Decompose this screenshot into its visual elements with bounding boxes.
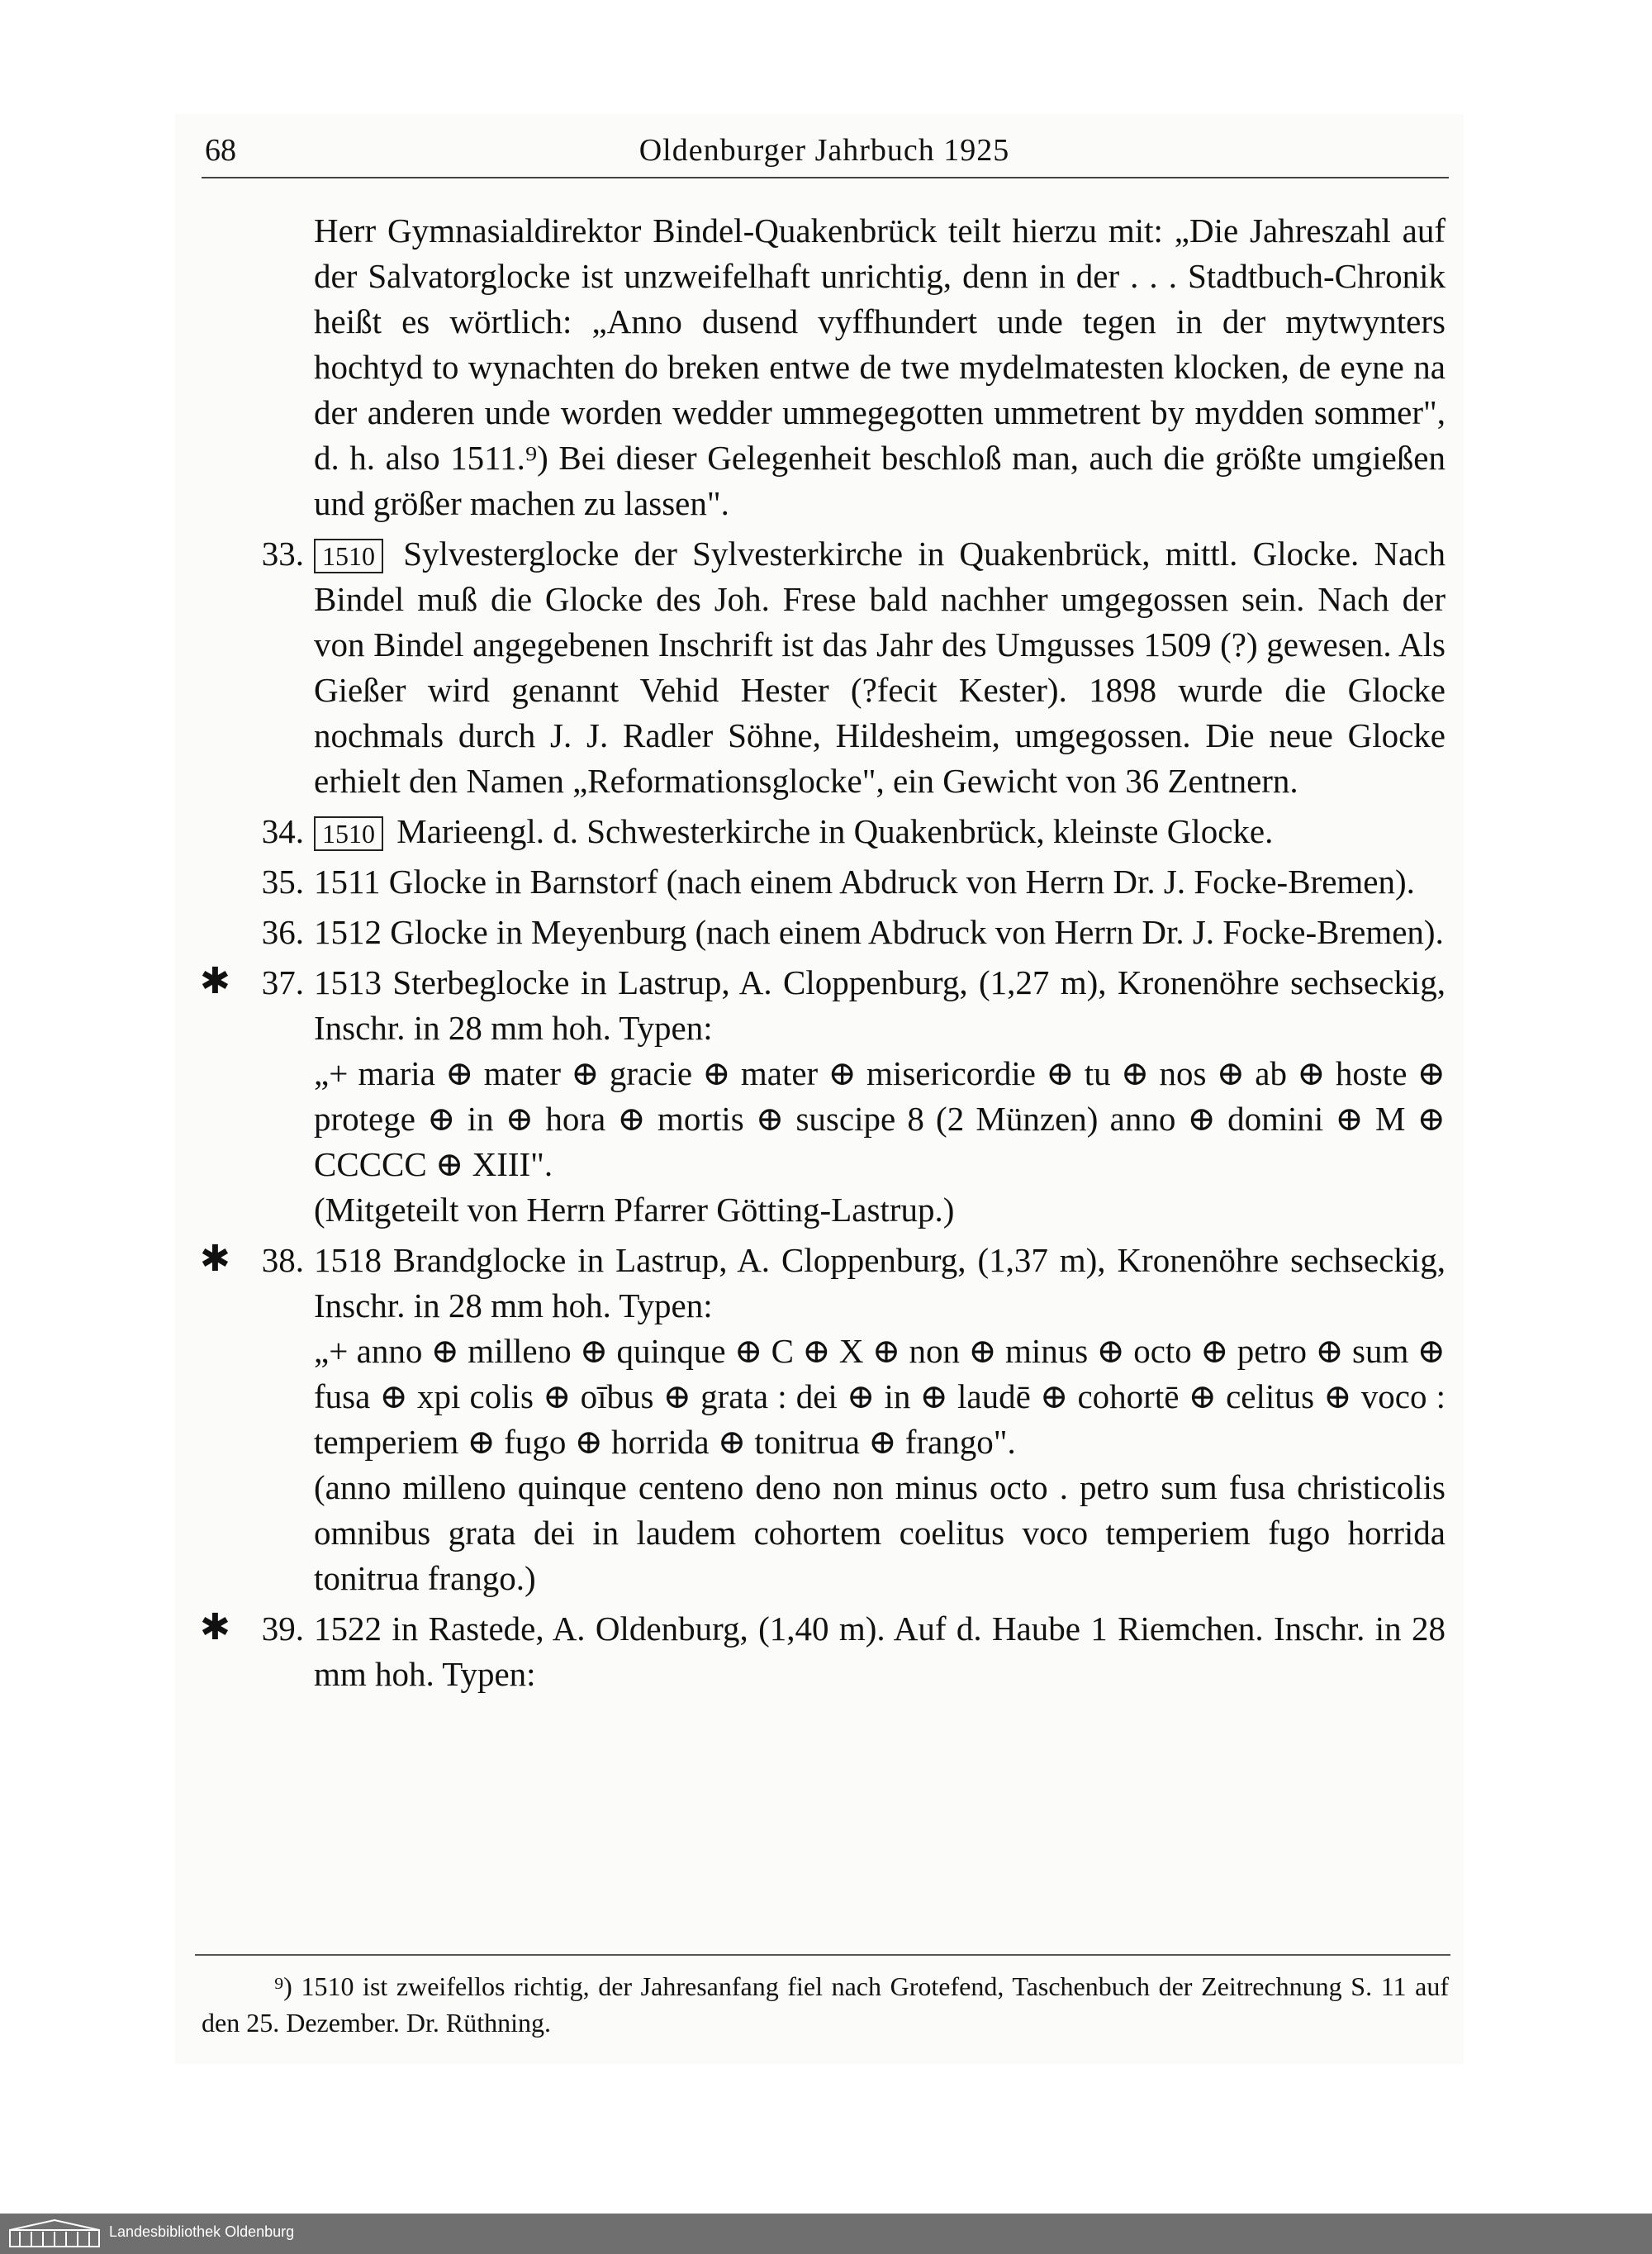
entry-33: [261, 531, 1446, 804]
entry-text: 1511 Glocke in Barnstorf (nach einem Abdruck von Herrn Dr. J. Focke-Bremen).: [314, 863, 1415, 901]
entry-text: 1522 in Rastede, A. Oldenburg, (1,40 m). Auf d. Haube 1 Riemchen. Inschr. in 28 mm hoh. Typen:: [314, 1610, 1446, 1693]
entry-34: [261, 809, 1446, 854]
entry-number: 34.: [261, 812, 304, 850]
star-marker-icon: ✱: [200, 961, 230, 1001]
entry-36: [261, 910, 1446, 955]
entry-number: 37.: [261, 963, 304, 1001]
page-header: [205, 132, 1444, 182]
entry-text: 1512 Glocke in Meyenburg (nach einem Abdruck von Herrn Dr. J. Focke-Bremen).: [314, 913, 1444, 951]
entry-text: 1518 Brandglocke in Lastrup, A. Cloppenburg, (1,37 m), Kronenöhre sechseckig, Inschr. in 28 mm hoh. Typen:: [314, 1241, 1446, 1324]
library-building-icon[interactable]: [8, 2218, 101, 2248]
footer-library-name[interactable]: Landesbibliothek Oldenburg: [109, 2223, 295, 2240]
entry-text: Marieengl. d. Schwesterkirche in Quakenbrück, kleinste Glocke.: [396, 812, 1274, 850]
entry-number: 36.: [261, 913, 304, 951]
footer-bar: [0, 2214, 1652, 2254]
footnote: [202, 1968, 1449, 2041]
header-rule: [202, 177, 1449, 178]
entry-39: [200, 1606, 1446, 1697]
running-title: Oldenburger Jahrbuch 1925: [638, 133, 1010, 168]
page-number: 68: [205, 133, 236, 168]
bell-inscription: „+ maria ⊕ mater ⊕ gracie ⊕ mater ⊕ misericordie ⊕ tu ⊕ nos ⊕ ab ⊕ hoste ⊕ protege ⊕ in ⊕ hora ⊕ mortis ⊕ suscipe 8 (2 Münzen) anno ⊕ domini ⊕ M ⊕ CCCCC ⊕ XIII".: [314, 1054, 1446, 1183]
entry-38: [200, 1238, 1446, 1601]
star-marker-icon: ✱: [200, 1607, 230, 1648]
bell-inscription: „+ anno ⊕ milleno ⊕ quinque ⊕ C ⊕ X ⊕ non ⊕ minus ⊕ octo ⊕ petro ⊕ sum ⊕ fusa ⊕ xpi colis ⊕ oībus ⊕ grata : dei ⊕ in ⊕ laudē ⊕ cohortē ⊕ celitus ⊕ voco : temperiem ⊕ fugo ⊕ horrida ⊕ tonitrua ⊕ frango".: [314, 1332, 1446, 1461]
footnote-rule: [195, 1954, 1450, 1956]
entry-note: (anno milleno quinque centeno deno non minus octo . petro sum fusa christicolis omnibus grata dei in laudem cohortem coelitus voco temperiem fugo horrida tonitrua frango.): [314, 1468, 1446, 1597]
entry-35: [261, 859, 1446, 905]
boxed-year: 1510: [314, 539, 383, 573]
footnote-marker: ⁹): [274, 1971, 292, 2001]
entry-number: 35.: [261, 863, 304, 901]
entry-note: (Mitgeteilt von Herrn Pfarrer Götting-Lastrup.): [314, 1191, 955, 1229]
entry-number: 38.: [261, 1241, 304, 1279]
entry-text: Sylvesterglocke der Sylvesterkirche in Quakenbrück, mittl. Glocke. Nach Bindel muß die Glocke des Joh. Frese bald nachher umgegossen sein. Nach der von Bindel angegebenen Inschrift ist das Jahr des Umgusses 1509 (?) gewesen. Als Gießer wird genannt Vehid Hester (?fecit Kester). 1898 wurde die Glocke nochmals durch J. J. Radler Söhne, Hildesheim, umgegossen. Die neue Glocke erhielt den Namen „Reformationsglocke", ein Gewicht von 36 Zentnern.: [314, 535, 1446, 800]
intro-paragraph: Herr Gymnasialdirektor Bindel-Quakenbrück teilt hierzu mit: „Die Jahreszahl auf der Salvatorglocke ist unzweifelhaft unrichtig, denn in der . . . Stadtbuch-Chronik heißt es wörtlich: „Anno dusend vyffhundert unde tegen in der mytwynters hochtyd to wynachten do breken entwe de twe mydelmatesten klocken, de eyne na der anderen unde worden wedder ummegegotten ummetrent by mydden sommer", d. h. also 1511.⁹) Bei dieser Gelegenheit beschloß man, auch die größte umgießen und größer machen zu lassen".: [314, 212, 1446, 522]
entry-number: 33.: [261, 535, 304, 573]
entry-number: 39.: [261, 1610, 304, 1648]
page-body: [200, 208, 1446, 1697]
entry-text: 1513 Sterbeglocke in Lastrup, A. Cloppenburg, (1,27 m), Kronenöhre sechseckig, Inschr. in 28 mm hoh. Typen:: [314, 963, 1446, 1047]
star-marker-icon: ✱: [200, 1239, 230, 1279]
entry-37: [200, 960, 1446, 1233]
boxed-year: 1510: [314, 816, 383, 851]
footnote-text: 1510 ist zweifellos richtig, der Jahresanfang fiel nach Grotefend, Taschenbuch der Zeitrechnung S. 11 auf den 25. Dezember. Dr. Rüthning.: [202, 1971, 1450, 2038]
